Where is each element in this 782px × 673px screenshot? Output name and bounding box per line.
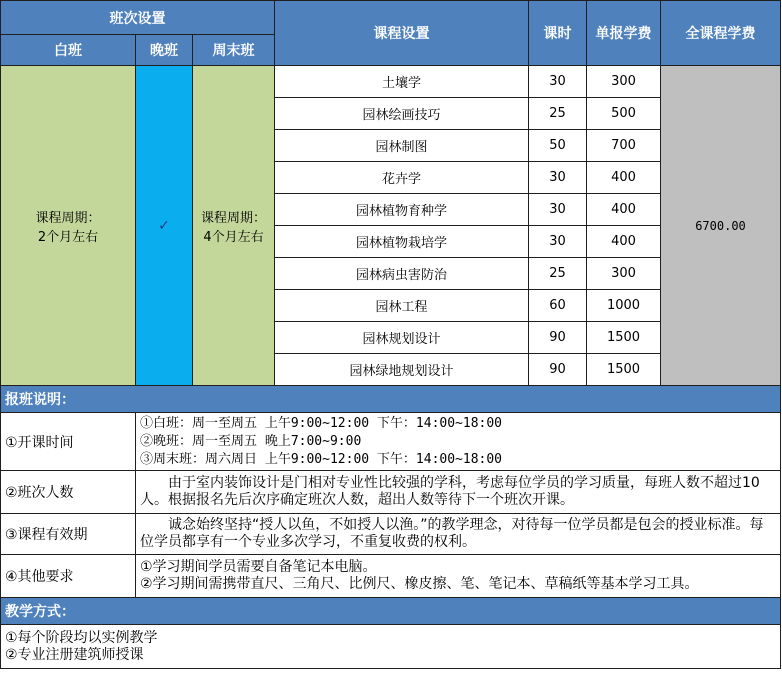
course-fee: 300	[587, 258, 661, 290]
course-name: 园林绿地规划设计	[275, 354, 529, 386]
class-size-text: 由于室内装饰设计是门相对专业性比较强的学科，考虑每位学员的学习质量，每班人数不超过10人。根据报名先后次序确定班次人数，超出人数等待下一个班次开课。	[136, 471, 781, 514]
course-name: 园林植物栽培学	[275, 226, 529, 258]
class-size-label: ②班次人数	[1, 471, 136, 514]
course-fee: 500	[587, 98, 661, 130]
single-fee-header: 单报学费	[587, 1, 661, 66]
teaching-section-title: 教学方式：	[1, 598, 781, 625]
validity-text: 诚念始终坚持“授人以鱼，不如授人以渔。”的教学理念，对待每一位学员都是包会的授业标准。每位学员都享有一个专业多次学习，不重复收费的权利。	[136, 514, 781, 555]
course-hours: 30	[529, 194, 587, 226]
open-time-label: ①开课时间	[1, 413, 136, 471]
course-name: 园林绘画技巧	[275, 98, 529, 130]
course-hours: 90	[529, 322, 587, 354]
enroll-section-title: 报班说明：	[1, 386, 781, 413]
enroll-table	[0, 385, 781, 669]
course-name: 园林制图	[275, 130, 529, 162]
full-fee-header: 全课程学费	[661, 1, 781, 66]
class-settings-header: 班次设置	[1, 1, 275, 35]
open-time-text: ①白班：周一至周五 上午9:00~12:00 下午：14:00~18:00 ②晚班：周一至周五 晚上7:00~9:00 ③周末班：周六周日 上午9:00~12:00 下午：14:00~18:00	[136, 413, 781, 471]
course-fee: 300	[587, 66, 661, 98]
course-hours: 30	[529, 162, 587, 194]
check-icon: ✓	[158, 217, 170, 234]
course-fee: 400	[587, 162, 661, 194]
course-name: 园林植物育种学	[275, 194, 529, 226]
course-hours: 90	[529, 354, 587, 386]
course-hours: 60	[529, 290, 587, 322]
course-name: 花卉学	[275, 162, 529, 194]
course-hours: 50	[529, 130, 587, 162]
other-requirements-text: ①学习期间学员需要自备笔记本电脑。 ②学习期间需携带直尺、三角尺、比例尺、橡皮擦、笔、笔记本、草稿纸等基本学习工具。	[136, 555, 781, 598]
hours-header: 课时	[529, 1, 587, 66]
course-name: 园林病虫害防治	[275, 258, 529, 290]
course-fee: 400	[587, 226, 661, 258]
weekend-class-period: 课程周期： 4个月左右	[193, 66, 275, 386]
course-settings-header: 课程设置	[275, 1, 529, 66]
course-name: 土壤学	[275, 66, 529, 98]
course-hours: 30	[529, 226, 587, 258]
course-fee: 1500	[587, 354, 661, 386]
weekend-class-header: 周末班	[193, 35, 275, 66]
day-class-period: 课程周期： 2个月左右	[1, 66, 136, 386]
course-fee: 1500	[587, 322, 661, 354]
total-fee: 6700.00	[661, 66, 781, 386]
course-hours: 25	[529, 258, 587, 290]
validity-label: ③课程有效期	[1, 514, 136, 555]
other-requirements-label: ④其他要求	[1, 555, 136, 598]
evening-class-header: 晚班	[136, 35, 193, 66]
evening-class-check	[136, 66, 193, 386]
course-hours: 30	[529, 66, 587, 98]
course-fee: 700	[587, 130, 661, 162]
teaching-methods: ①每个阶段均以实例教学 ②专业注册建筑师授课	[1, 625, 781, 669]
course-name: 园林规划设计	[275, 322, 529, 354]
day-class-header: 白班	[1, 35, 136, 66]
course-fee: 1000	[587, 290, 661, 322]
course-fee: 400	[587, 194, 661, 226]
course-hours: 25	[529, 98, 587, 130]
course-name: 园林工程	[275, 290, 529, 322]
